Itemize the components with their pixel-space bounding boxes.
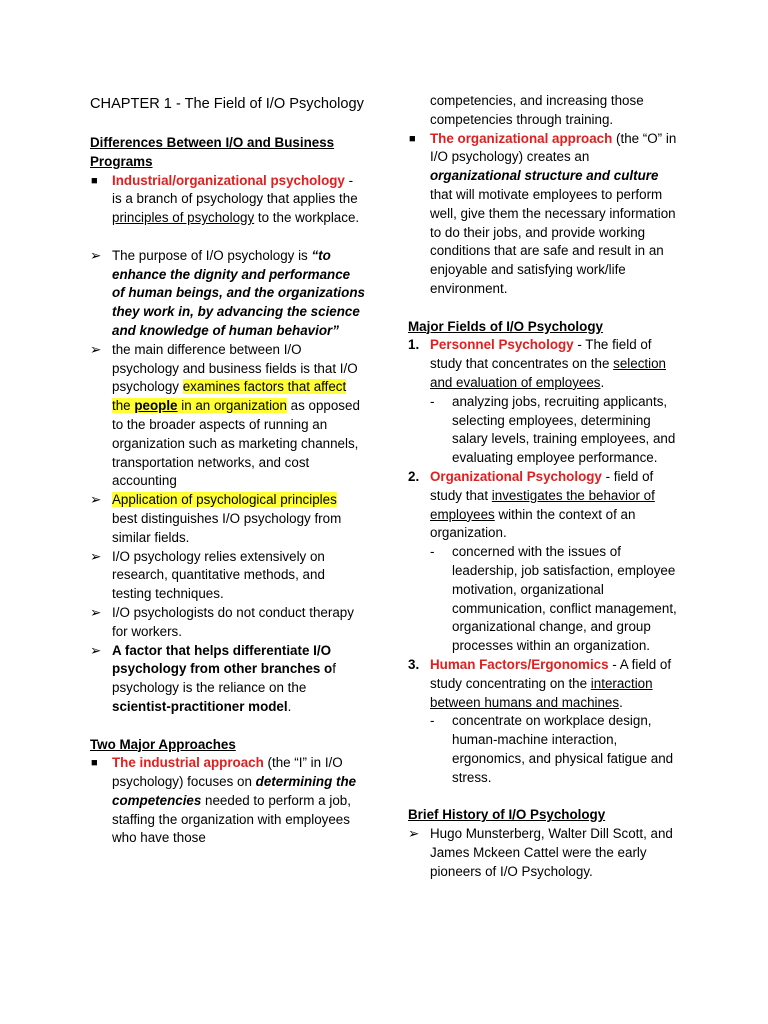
square-bullet-icon: ■ (409, 132, 416, 145)
term-industrial-approach: The industrial approach (112, 755, 264, 771)
term-personnel-psychology: Personnel Psychology (430, 337, 574, 353)
sub-item: - concentrate on workplace design, human-machine interaction, ergonomics, and physical fatigue and stress. (430, 713, 674, 785)
bullet-purpose: ➢ The purpose of I/O psychology is “to enhance the dignity and performance of human beings, and the organizations they work in, by advancing the science and knowledge of human behavior” (90, 247, 365, 338)
square-bullet-icon: ■ (91, 174, 98, 187)
bullet-relies: ➢ I/O psychology relies extensively on research, quantitative methods, and testing techniques. (90, 548, 325, 602)
chapter-title: CHAPTER 1 - The Field of I/O Psychology (90, 96, 364, 112)
section-heading-major-fields: Major Fields of I/O Psychology (408, 318, 603, 334)
bullet-history: ➢ Hugo Munsterberg, Walter Dill Scott, and James Mckeen Cattel were the early pioneers of I/O Psychology. (408, 826, 673, 879)
purpose-quote: “to enhance the dignity and performance of human beings, and the organizations they work in, by advancing the science and knowledge of human behavior” (112, 247, 365, 338)
sub-item: - concerned with the issues of leadership, job satisfaction, employee motivation, organizational communication, conflict management, organizational change, and group processes within an organization. (430, 544, 677, 654)
dash-icon: - (430, 713, 435, 729)
highlight-factors: examines factors that affect the people in an organization (112, 379, 347, 414)
term-organizational-approach: The organizational approach (430, 130, 613, 146)
term-organizational-psychology: Organizational Psychology (430, 468, 602, 484)
highlight-application: Application of psychological principles (112, 492, 337, 508)
arrow-bullet-icon: ➢ (90, 341, 102, 357)
arrow-bullet-icon: ➢ (408, 826, 420, 842)
bullet-main-difference: ➢ the main difference between I/O psychology and business fields is that I/O psychology examines factors that affect the people in an organization as opposed to the broader aspects of running an organization such as marketing channels, transportation networks, and cost accounting (90, 341, 360, 489)
arrow-bullet-icon: ➢ (90, 492, 102, 508)
arrow-bullet-icon: ➢ (90, 247, 102, 263)
section-heading-history: Brief History of I/O Psychology (408, 807, 606, 823)
sub-item: - analyzing jobs, recruiting applicants, selecting employees, determining salary levels, training employees, and evaluating employee performance. (430, 393, 676, 466)
bullet-therapy: ➢ I/O psychologists do not conduct therapy for workers. (90, 604, 354, 639)
arrow-bullet-icon: ➢ (90, 642, 102, 658)
industrial-approach-continued: competencies, and increasing those competencies through training. (430, 93, 644, 127)
bullet-factor: ➢ A factor that helps differentiate I/O psychology from other branches of psychology is the reliance on the scientist-practitioner model. (90, 642, 336, 714)
list-number: 1. (408, 337, 420, 353)
field-organizational: 2. Organizational Psychology - field of study that investigates the behavior of employees within the context of an organization. - concerned with the issues of leadership, job satisfaction, employee motivation, organizational communication, conflict management, organizational change, and group processes within an organization. (408, 468, 680, 656)
section-heading-differences: Differences Between I/O and Business Programs (90, 135, 335, 169)
square-bullet-icon: ■ (91, 757, 98, 770)
dash-icon: - (430, 393, 435, 409)
field-personnel: 1. Personnel Psychology - The field of study that concentrates on the selection and evaluation of employees. - analyzing jobs, recruiting applicants, selecting employees, determining salary levels, training employees, and evaluating employee performance. (408, 336, 680, 468)
left-column (90, 0, 365, 848)
list-number: 2. (408, 468, 420, 484)
dash-icon: - (430, 544, 435, 560)
term-io-psychology: Industrial/organizational psychology (112, 172, 345, 188)
field-human-factors: 3. Human Factors/Ergonomics - A field of study concentrating on the interaction between humans and machines. - concentrate on workplace design, human-machine interaction, ergonomics, and physical fatigue and stress. (408, 656, 680, 788)
right-column (408, 0, 680, 881)
bullet-definition: ■ Industrial/organizational psychology - is a branch of psychology that applies the principles of psychology to the workplace. (91, 172, 360, 226)
arrow-bullet-icon: ➢ (90, 604, 102, 620)
scientist-practitioner-model: scientist-practitioner model (112, 698, 288, 714)
underlined-principles: principles of psychology (112, 210, 255, 226)
list-number: 3. (408, 656, 420, 672)
term-human-factors: Human Factors/Ergonomics (430, 656, 609, 672)
bullet-organizational-approach: ■ The organizational approach (the “O” in I/O psychology) creates an organizational structure and culture that will motivate employees to perform well, give them the necessary information to do their jobs, and provide working conditions that are safe and result in an enjoyable and satisfying work/life environment. (409, 130, 677, 296)
section-heading-approaches: Two Major Approaches (90, 736, 236, 752)
bullet-industrial-approach: ■ The industrial approach (the “I” in I/O psychology) focuses on determining the competencies needed to perform a job, staffing the organization with employees who have those (91, 755, 357, 846)
bullet-application: ➢ Application of psychological principles best distinguishes I/O psychology from similar fields. (90, 492, 342, 545)
underlined-people: people (134, 398, 178, 414)
arrow-bullet-icon: ➢ (90, 548, 102, 564)
